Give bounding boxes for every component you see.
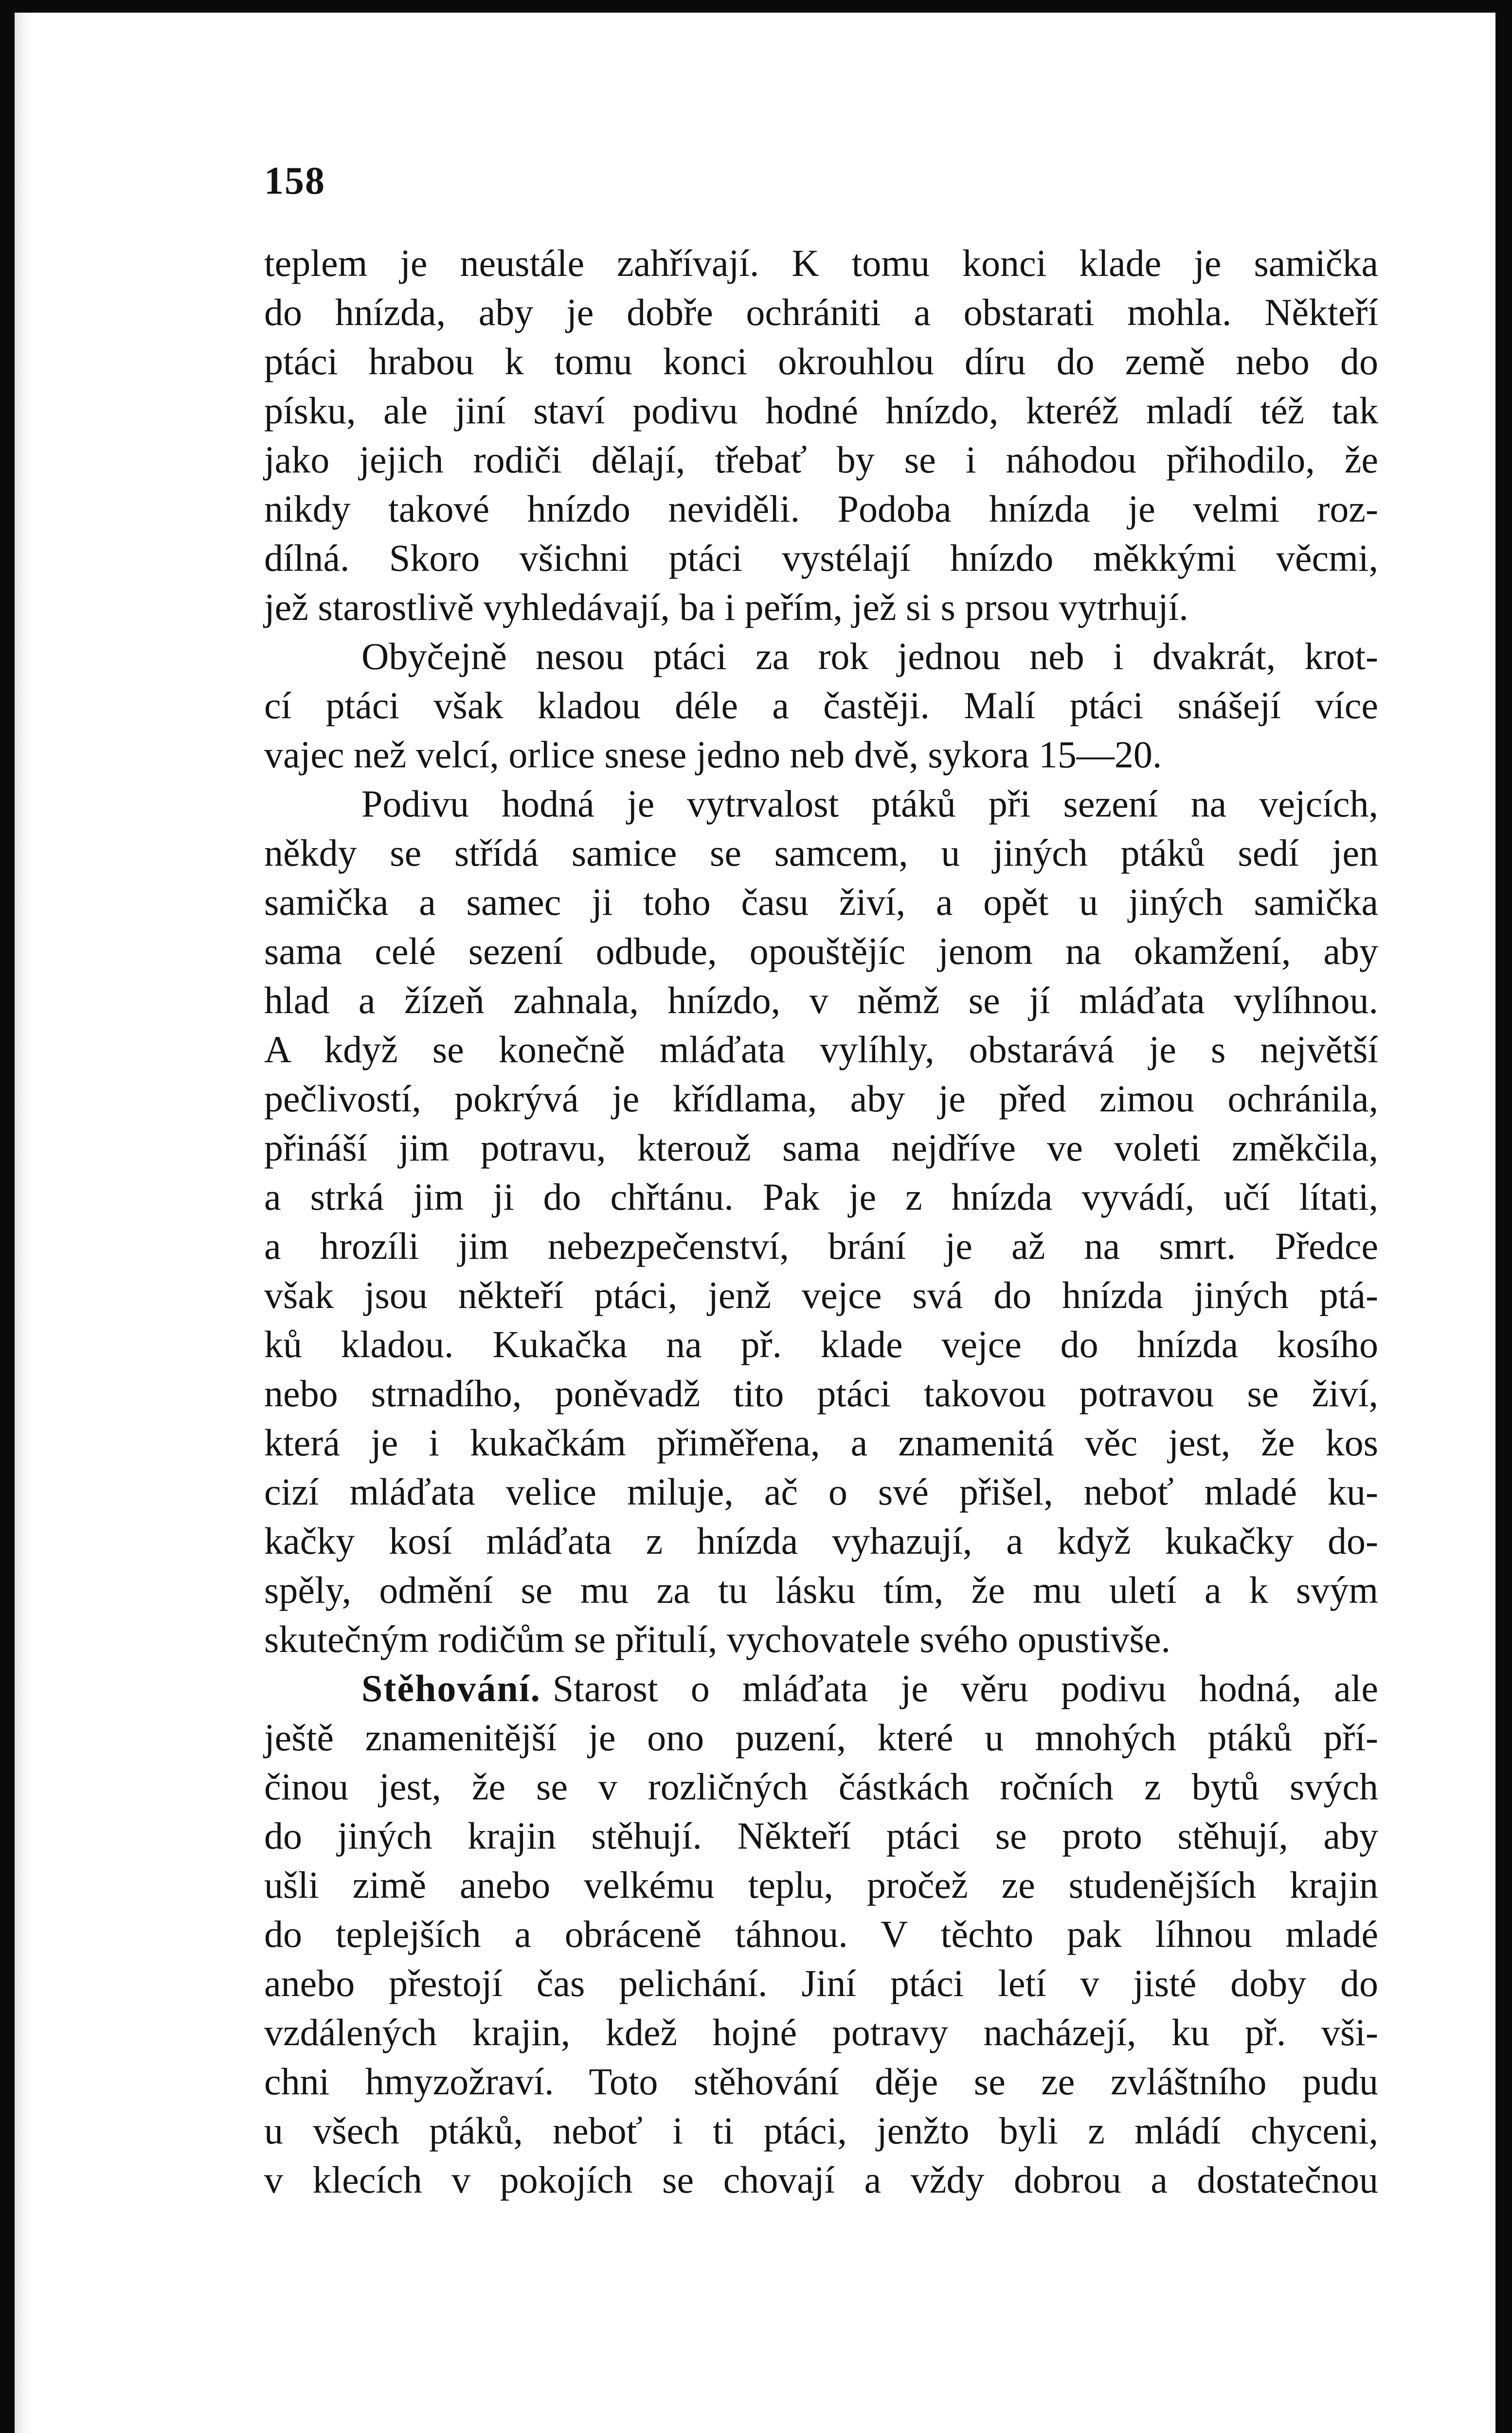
text-line: činou jest, že se v rozličných částkách ročních z bytů svých xyxy=(264,1765,1378,1808)
text-line: a hrozíli jim nebezpečenství, brání je až na smrt. Předce xyxy=(264,1225,1378,1267)
text-line: ještě znamenitější je ono puzení, které u mnohých ptáků pří- xyxy=(264,1716,1378,1759)
text-line: cí ptáci však kladou déle a častěji. Malí ptáci snášejí více xyxy=(264,684,1378,726)
text-line: někdy se střídá samice se samcem, u jiných ptáků sedí jen xyxy=(264,832,1378,874)
page-number: 158 xyxy=(264,160,325,202)
text-line: jež starostlivě vyhledávají, ba i peřím, jež si s prsou vytrhují. xyxy=(264,586,1188,628)
text-line: do hnízda, aby je dobře ochrániti a obstarati mohla. Někteří xyxy=(264,291,1378,333)
text-line: nikdy takové hnízdo neviděli. Podoba hnízda je velmi roz- xyxy=(264,488,1378,530)
text-line: samička a samec ji toho času živí, a opět u jiných samička xyxy=(264,881,1378,923)
text-line: přináší jim potravu, kterouž sama nejdříve ve voleti změkčila, xyxy=(264,1126,1378,1169)
text-line: anebo přestojí čas pelichání. Jiní ptáci letí v jisté doby do xyxy=(264,1962,1378,2004)
text-line: sama celé sezení odbude, opouštějíc jenom na okamžení, aby xyxy=(264,930,1378,972)
text-line: A když se konečně mláďata vylíhly, obstarává je s největší xyxy=(264,1028,1378,1071)
text-line: u všech ptáků, neboť i ti ptáci, jenžto byli z mládí chyceni, xyxy=(264,2109,1378,2152)
text-line: v klecích v pokojích se chovají a vždy dobrou a dostatečnou xyxy=(264,2159,1378,2201)
text-line: pečlivostí, pokrývá je křídlama, aby je před zimou ochránila, xyxy=(264,1077,1378,1120)
text-line: ptáci hrabou k tomu konci okrouhlou díru do země nebo do xyxy=(264,340,1378,382)
text-line: ušli zimě anebo velkému teplu, pročež ze studenějších krajin xyxy=(264,1864,1378,1906)
text-line: vajec než velcí, orlice snese jedno neb dvě, sykora 15—20. xyxy=(264,733,1162,776)
text-line: spěly, odmění se mu za tu lásku tím, že mu uletí a k svým xyxy=(264,1569,1378,1611)
text-line: však jsou někteří ptáci, jenž vejce svá do hnízda jiných ptá- xyxy=(264,1274,1378,1316)
text-line: do jiných krajin stěhují. Někteří ptáci se proto stěhují, aby xyxy=(264,1815,1378,1857)
paragraph-first-line: Obyčejně nesou ptáci za rok jednou neb i dvakrát, krot- xyxy=(361,635,1378,677)
text-line: ků kladou. Kukačka na př. klade vejce do hnízda kosího xyxy=(264,1323,1378,1365)
text-line: jako jejich rodiči dělají, třebať by se i náhodou přihodilo, že xyxy=(264,438,1378,481)
text-line: dílná. Skoro všichni ptáci vystélají hnízdo měkkými věcmi, xyxy=(264,537,1378,579)
section-first-line xyxy=(264,1664,1378,1713)
text-line: nebo strnadího, poněvadž tito ptáci takovou potravou se živí, xyxy=(264,1372,1378,1415)
text-line: chni hmyzožraví. Toto stěhování děje se ze zvláštního pudu xyxy=(264,2060,1378,2103)
text-line: do teplejších a obráceně táhnou. V těchto pak líhnou mladé xyxy=(264,1913,1378,1955)
text-line: skutečným rodičům se přitulí, vychovatele svého opustivše. xyxy=(264,1618,1170,1660)
text-line: cizí mláďata velice miluje, ač o své přišel, neboť mladé ku- xyxy=(264,1471,1378,1513)
section-heading: Stěhování. xyxy=(361,1667,541,1709)
text-line: hlad a žízeň zahnala, hnízdo, v němž se jí mláďata vylíhnou. xyxy=(264,979,1378,1021)
text-line: vzdálených krajin, kdež hojné potravy nacházejí, ku př. vši- xyxy=(264,2011,1378,2053)
text-line: která je i kukačkám přiměřena, a znamenitá věc jest, že kos xyxy=(264,1421,1378,1464)
body-text xyxy=(264,238,1378,2204)
text-line: kačky kosí mláďata z hnízda vyhazují, a když kukačky do- xyxy=(264,1520,1378,1562)
paragraph-first-line: Podivu hodná je vytrvalost ptáků při sezení na vejcích, xyxy=(361,782,1378,825)
text-line: teplem je neustále zahřívají. K tomu konci klade je samička xyxy=(264,242,1378,284)
text-line: písku, ale jiní staví podivu hodné hnízdo, kteréž mladí též tak xyxy=(264,389,1378,432)
section-first-line-text: Starost o mláďata je věru podivu hodná, ale xyxy=(552,1667,1378,1709)
page-gutter-shadow xyxy=(15,13,32,2433)
text-line: a strká jim ji do chřtánu. Pak je z hnízda vyvádí, učí lítati, xyxy=(264,1176,1378,1218)
